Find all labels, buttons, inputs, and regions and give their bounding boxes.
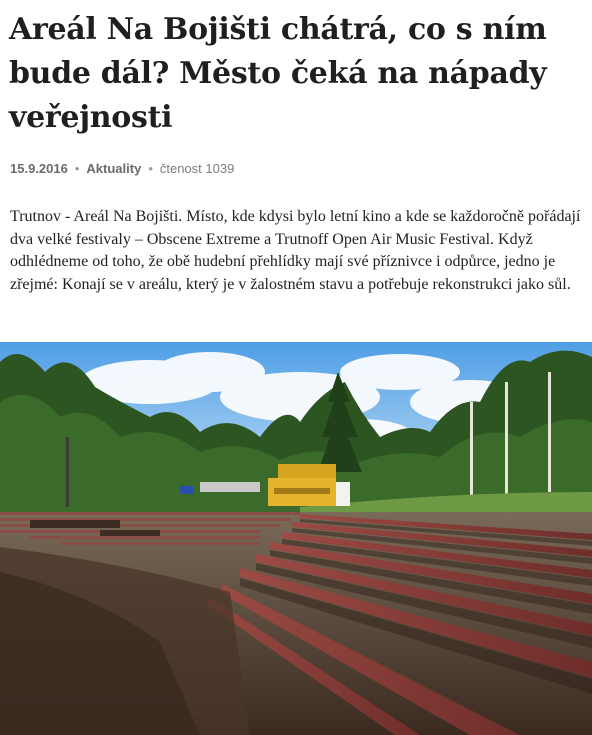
article-category-link[interactable]: Aktuality: [86, 161, 142, 176]
article-photo: [0, 342, 592, 735]
article-date: 15.9.2016: [10, 161, 68, 176]
article-perex: Trutnov - Areál Na Bojišti. Místo, kde kdysi bylo letní kino a kde se každoročně pořádají dva velké festivaly – Obscene Extreme a Trutnoff Open Air Music Festival. Když odhlédneme od toho, že obě hudební přehlídky mají své příznivce i odpůrce, jedno je zřejmé: Konají se v areálu, který je v žalostném stavu a potřebuje rekonstrukci jako sůl.: [10, 208, 581, 293]
article-title: Areál Na Bojišti chátrá, co s ním bude dál? Město čeká na nápady veřejnosti: [9, 12, 547, 135]
meta-separator: •: [74, 161, 80, 176]
article-read-count: čtenost 1039: [159, 161, 235, 176]
article-meta: [10, 161, 234, 176]
meta-separator: •: [148, 161, 153, 176]
